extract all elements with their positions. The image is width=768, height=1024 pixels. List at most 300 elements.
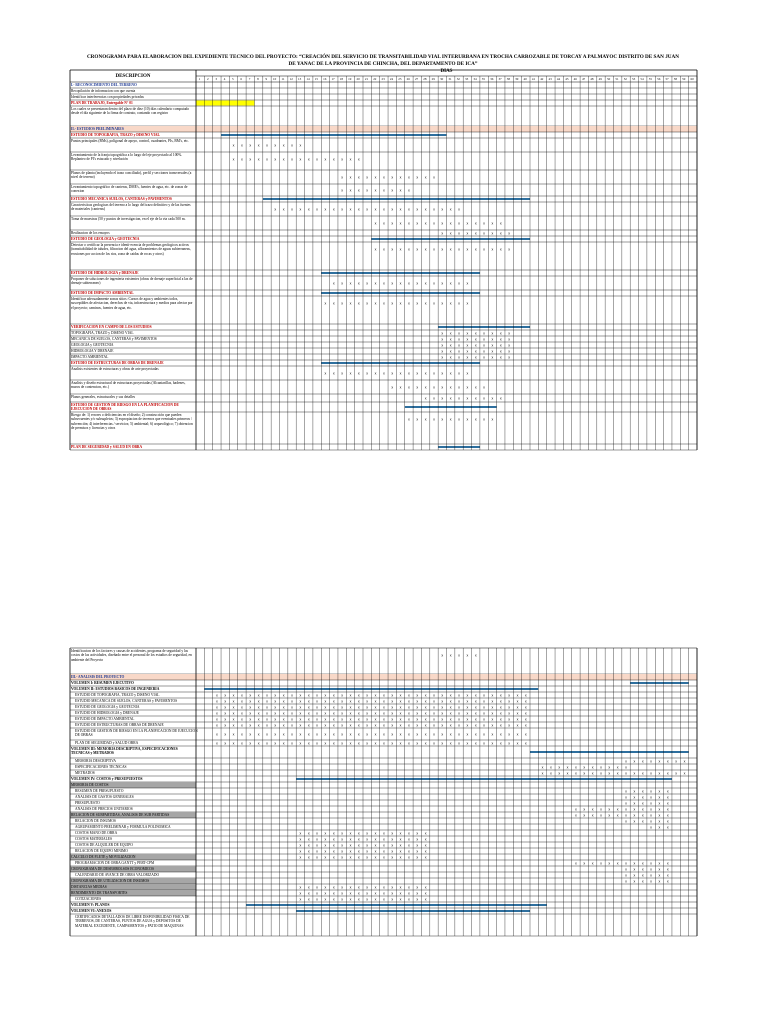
day-x-mark: x <box>449 355 452 360</box>
day-number: 60 <box>690 76 694 81</box>
day-x-mark: x <box>600 771 602 776</box>
day-x-mark: x <box>408 831 410 836</box>
block1_rows-row-description: Identificar adecuadamente zonas sitios: Cursos de agua y ambientes todos, susceptibles de afectacion, derechos de via, infraestructura y medios para afectar por el proyecto; caminos, fuentes de agua, etc. <box>71 296 193 310</box>
day-x-mark: x <box>466 693 469 698</box>
day-x-mark: x <box>391 855 394 860</box>
gantt-bar <box>321 272 480 274</box>
day-x-mark: x <box>424 281 427 286</box>
day-number: 32 <box>456 76 460 81</box>
day-x-mark: x <box>591 771 594 776</box>
day-x-mark: x <box>249 693 252 698</box>
day-x-mark: x <box>299 157 302 162</box>
day-x-mark: x <box>266 741 268 746</box>
day-number: 28 <box>423 76 427 81</box>
day-x-mark: x <box>458 355 460 360</box>
day-x-mark: x <box>349 711 352 716</box>
description-header: DESCRIPCION <box>115 74 151 79</box>
plan-highlight <box>196 101 254 106</box>
day-x-mark: x <box>224 705 227 710</box>
block2_rows-row-description: VOLUMEN II: ESTUDIOS BASICOS DE INGENIERIA <box>71 686 160 691</box>
day-x-mark: x <box>416 207 419 212</box>
day-x-mark: x <box>416 885 419 890</box>
day-x-mark: x <box>349 897 352 902</box>
day-x-mark: x <box>215 693 218 698</box>
day-x-mark: x <box>357 301 360 306</box>
day-x-mark: x <box>316 717 318 722</box>
day-x-mark: x <box>324 843 327 848</box>
day-x-mark: x <box>458 693 460 698</box>
day-x-mark: x <box>249 699 252 704</box>
day-number: 35 <box>481 76 485 81</box>
day-x-mark: x <box>575 807 577 812</box>
day-x-mark: x <box>408 693 410 698</box>
day-x-mark: x <box>241 711 243 716</box>
day-x-mark: x <box>316 897 318 902</box>
day-x-mark: x <box>433 699 435 704</box>
day-x-mark: x <box>307 831 310 836</box>
block1_rows-row-description: ESTUDIO DE ESTRUCTURAS DE OBRAS DE DRENAJE <box>71 360 164 365</box>
day-x-mark: x <box>650 789 652 794</box>
day-x-mark: x <box>391 385 394 390</box>
day-x-mark: x <box>433 247 435 252</box>
day-x-mark: x <box>441 741 444 746</box>
day-x-mark: x <box>641 795 644 800</box>
day-x-mark: x <box>391 732 394 737</box>
day-x-mark: x <box>458 221 460 226</box>
day-x-mark: x <box>374 717 377 722</box>
title-line-2: DE YANAC DE LA PROVINCIA DE CHINCHA, DEL DEPARTAMENTO DE ICA” <box>288 61 478 68</box>
day-x-mark: x <box>433 371 435 376</box>
day-x-mark: x <box>408 247 410 252</box>
day-x-mark: x <box>374 843 377 848</box>
day-x-mark: x <box>374 693 377 698</box>
day-x-mark: x <box>491 221 494 226</box>
day-number: 2 <box>206 76 209 81</box>
day-x-mark: x <box>341 741 344 746</box>
day-x-mark: x <box>441 221 444 226</box>
day-x-mark: x <box>324 157 327 162</box>
day-x-mark: x <box>458 371 460 376</box>
day-x-mark: x <box>666 861 669 866</box>
day-x-mark: x <box>549 771 552 776</box>
block2_rows-row-description: CALCULO DE FLETE y MOVILIZACION <box>71 854 136 859</box>
day-x-mark: x <box>382 732 385 737</box>
block2_rows-row-description: PROGRAMACION DE OBRA GANTT y PERT-CPM <box>75 860 155 865</box>
block2_rows-row-description: ESTUDIO DE HIDROLOGIA y DRENAJE <box>75 710 139 715</box>
day-x-mark: x <box>466 699 469 704</box>
day-x-mark: x <box>625 771 627 776</box>
day-x-mark: x <box>650 807 652 812</box>
day-x-mark: x <box>441 207 444 212</box>
day-x-mark: x <box>249 705 252 710</box>
day-x-mark: x <box>391 843 394 848</box>
day-x-mark: x <box>307 732 310 737</box>
day-x-mark: x <box>257 157 260 162</box>
day-x-mark: x <box>399 301 402 306</box>
day-x-mark: x <box>316 831 318 836</box>
day-x-mark: x <box>458 717 460 722</box>
day-x-mark: x <box>399 849 402 854</box>
day-number: 56 <box>657 76 661 81</box>
day-number: 58 <box>673 76 677 81</box>
day-x-mark: x <box>282 717 285 722</box>
block2_rows-row-description: VOLUMEN IV: COSTOS y PRESUPUESTOS <box>71 776 143 781</box>
day-x-mark: x <box>633 879 636 884</box>
day-x-mark: x <box>474 247 477 252</box>
day-x-mark: x <box>633 759 636 764</box>
day-x-mark: x <box>357 188 360 193</box>
day-x-mark: x <box>633 771 636 776</box>
day-number: 4 <box>223 76 226 81</box>
day-x-mark: x <box>408 221 410 226</box>
day-x-mark: x <box>424 885 427 890</box>
gantt-bar <box>405 406 497 408</box>
day-x-mark: x <box>291 717 293 722</box>
day-x-mark: x <box>366 831 369 836</box>
day-x-mark: x <box>366 885 369 890</box>
day-x-mark: x <box>274 157 277 162</box>
day-x-mark: x <box>332 711 335 716</box>
day-x-mark: x <box>324 723 327 728</box>
day-x-mark: x <box>483 343 485 348</box>
day-x-mark: x <box>474 699 477 704</box>
day-x-mark: x <box>491 396 494 401</box>
day-x-mark: x <box>458 331 460 336</box>
block1_rows-row-description: Toma de muestras (50 y puntos de investigacion, en el eje de la via cada 500 m. <box>71 216 186 221</box>
day-number: 7 <box>248 76 251 81</box>
day-x-mark: x <box>349 741 352 746</box>
day-x-mark: x <box>466 343 469 348</box>
day-x-mark: x <box>441 301 444 306</box>
day-x-mark: x <box>349 732 352 737</box>
day-x-mark: x <box>508 331 511 336</box>
day-number: 48 <box>590 76 594 81</box>
day-x-mark: x <box>291 723 293 728</box>
day-x-mark: x <box>307 711 310 716</box>
day-x-mark: x <box>307 717 310 722</box>
day-x-mark: x <box>232 699 235 704</box>
day-x-mark: x <box>666 771 669 776</box>
day-x-mark: x <box>366 371 369 376</box>
day-x-mark: x <box>658 801 661 806</box>
day-x-mark: x <box>324 849 327 854</box>
day-x-mark: x <box>474 693 477 698</box>
day-x-mark: x <box>366 188 369 193</box>
day-x-mark: x <box>274 693 277 698</box>
day-x-mark: x <box>357 693 360 698</box>
day-x-mark: x <box>357 371 360 376</box>
day-x-mark: x <box>349 175 352 180</box>
day-x-mark: x <box>433 732 435 737</box>
day-x-mark: x <box>316 723 318 728</box>
day-x-mark: x <box>499 331 502 336</box>
day-x-mark: x <box>357 723 360 728</box>
day-x-mark: x <box>374 741 377 746</box>
day-x-mark: x <box>608 813 611 818</box>
day-x-mark: x <box>324 705 327 710</box>
day-x-mark: x <box>416 417 419 422</box>
day-x-mark: x <box>291 143 293 148</box>
day-x-mark: x <box>382 897 385 902</box>
day-x-mark: x <box>257 143 260 148</box>
day-x-mark: x <box>491 247 494 252</box>
day-x-mark: x <box>399 885 402 890</box>
day-x-mark: x <box>215 705 218 710</box>
day-x-mark: x <box>408 891 410 896</box>
day-x-mark: x <box>382 891 385 896</box>
day-x-mark: x <box>491 732 494 737</box>
day-x-mark: x <box>374 699 377 704</box>
day-number: 55 <box>648 76 652 81</box>
day-x-mark: x <box>332 705 335 710</box>
day-x-mark: x <box>474 385 477 390</box>
day-x-mark: x <box>483 723 485 728</box>
day-x-mark: x <box>433 741 435 746</box>
day-x-mark: x <box>316 699 318 704</box>
day-x-mark: x <box>357 837 360 842</box>
day-x-mark: x <box>666 789 669 794</box>
day-x-mark: x <box>491 231 494 236</box>
day-x-mark: x <box>341 891 344 896</box>
day-x-mark: x <box>357 705 360 710</box>
day-x-mark: x <box>491 711 494 716</box>
day-x-mark: x <box>474 396 477 401</box>
day-number: 53 <box>632 76 636 81</box>
day-x-mark: x <box>658 759 661 764</box>
day-x-mark: x <box>499 693 502 698</box>
day-number: 30 <box>439 76 444 81</box>
day-x-mark: x <box>399 855 402 860</box>
day-x-mark: x <box>424 732 427 737</box>
day-x-mark: x <box>408 385 410 390</box>
day-x-mark: x <box>408 371 410 376</box>
day-x-mark: x <box>215 711 218 716</box>
day-x-mark: x <box>391 885 394 890</box>
day-x-mark: x <box>491 355 494 360</box>
day-x-mark: x <box>591 807 594 812</box>
day-x-mark: x <box>291 711 293 716</box>
day-x-mark: x <box>316 891 318 896</box>
block1_rows-row-description: TOPOGRAFIA, TRAZO y DISEÑO VIAL <box>71 330 134 335</box>
day-x-mark: x <box>516 705 519 710</box>
day-x-mark: x <box>332 693 335 698</box>
day-x-mark: x <box>341 831 344 836</box>
day-x-mark: x <box>374 247 377 252</box>
day-x-mark: x <box>441 711 444 716</box>
day-number: 22 <box>373 76 377 81</box>
day-x-mark: x <box>449 331 452 336</box>
day-x-mark: x <box>391 281 394 286</box>
day-x-mark: x <box>266 693 268 698</box>
day-x-mark: x <box>382 188 385 193</box>
gantt-bar <box>321 292 480 294</box>
block2_rows-row-description: ESTUDIO DE ESTRUCTURAS DE OBRAS DE DRENAJE <box>75 722 164 727</box>
day-number: 3 <box>215 76 217 81</box>
day-number: 47 <box>581 76 586 81</box>
day-x-mark: x <box>416 717 419 722</box>
day-x-mark: x <box>349 705 352 710</box>
day-x-mark: x <box>491 343 494 348</box>
day-x-mark: x <box>433 717 435 722</box>
day-x-mark: x <box>675 771 678 776</box>
day-x-mark: x <box>449 281 452 286</box>
day-x-mark: x <box>282 143 285 148</box>
day-x-mark: x <box>441 247 444 252</box>
day-x-mark: x <box>382 221 385 226</box>
day-x-mark: x <box>508 699 511 704</box>
day-x-mark: x <box>666 795 669 800</box>
day-x-mark: x <box>257 711 260 716</box>
day-x-mark: x <box>466 231 469 236</box>
day-x-mark: x <box>658 771 661 776</box>
day-x-mark: x <box>399 732 402 737</box>
day-x-mark: x <box>474 331 477 336</box>
day-x-mark: x <box>625 867 627 872</box>
day-x-mark: x <box>474 723 477 728</box>
block2_rows-row-description: CRONOGRAMA DE UTILIZACION DE INSUMOS <box>71 878 150 883</box>
day-number: 51 <box>615 76 619 81</box>
day-x-mark: x <box>316 207 318 212</box>
day-x-mark: x <box>683 759 686 764</box>
day-x-mark: x <box>508 717 511 722</box>
day-x-mark: x <box>424 371 427 376</box>
day-x-mark: x <box>625 759 627 764</box>
day-x-mark: x <box>224 723 227 728</box>
day-x-mark: x <box>374 371 377 376</box>
day-number: 9 <box>265 76 268 81</box>
day-x-mark: x <box>366 705 369 710</box>
day-x-mark: x <box>299 831 302 836</box>
day-x-mark: x <box>416 741 419 746</box>
day-x-mark: x <box>416 281 419 286</box>
day-x-mark: x <box>650 873 652 878</box>
day-x-mark: x <box>499 396 502 401</box>
day-x-mark: x <box>307 885 310 890</box>
day-x-mark: x <box>299 843 302 848</box>
day-x-mark: x <box>499 717 502 722</box>
day-x-mark: x <box>382 849 385 854</box>
day-number: 42 <box>540 76 544 81</box>
day-x-mark: x <box>441 717 444 722</box>
day-x-mark: x <box>366 891 369 896</box>
day-x-mark: x <box>374 301 377 306</box>
day-number: 46 <box>573 76 577 81</box>
gantt-bar <box>438 326 530 328</box>
day-x-mark: x <box>541 765 544 770</box>
day-x-mark: x <box>416 855 419 860</box>
day-x-mark: x <box>433 723 435 728</box>
day-x-mark: x <box>491 717 494 722</box>
day-x-mark: x <box>499 221 502 226</box>
day-x-mark: x <box>316 711 318 716</box>
day-x-mark: x <box>324 837 327 842</box>
day-x-mark: x <box>399 897 402 902</box>
day-x-mark: x <box>650 759 652 764</box>
day-x-mark: x <box>307 837 310 842</box>
day-x-mark: x <box>416 837 419 842</box>
day-x-mark: x <box>391 831 394 836</box>
day-x-mark: x <box>382 885 385 890</box>
day-x-mark: x <box>466 385 469 390</box>
day-x-mark: x <box>474 337 477 342</box>
day-x-mark: x <box>466 281 469 286</box>
day-x-mark: x <box>458 337 460 342</box>
day-x-mark: x <box>332 207 335 212</box>
block2_rows-row-description: AGRUPAMIENTO PRELIMINAR y FORMULA POLINOMICA <box>75 824 171 829</box>
day-x-mark: x <box>474 741 477 746</box>
day-x-mark: x <box>524 711 527 716</box>
day-x-mark: x <box>332 157 335 162</box>
day-x-mark: x <box>633 801 636 806</box>
day-x-mark: x <box>433 281 435 286</box>
day-x-mark: x <box>458 349 460 354</box>
day-x-mark: x <box>382 723 385 728</box>
day-x-mark: x <box>458 207 460 212</box>
day-x-mark: x <box>625 861 627 866</box>
day-x-mark: x <box>666 807 669 812</box>
block2_rows-row-description: COSTOS MANO DE OBRA <box>75 830 118 835</box>
day-number: 14 <box>306 76 310 81</box>
day-x-mark: x <box>516 711 519 716</box>
day-x-mark: x <box>408 301 410 306</box>
day-x-mark: x <box>424 891 427 896</box>
block1_rows-row-description: Los cuales se presentaran dentro del plazo de diez (10) días calendario computado desde el día siguiente de la firma de contrato, contando con registro <box>71 106 190 116</box>
day-x-mark: x <box>491 723 494 728</box>
day-x-mark: x <box>366 837 369 842</box>
day-x-mark: x <box>241 717 243 722</box>
day-x-mark: x <box>424 693 427 698</box>
day-number: 25 <box>398 76 402 81</box>
day-x-mark: x <box>249 741 252 746</box>
day-x-mark: x <box>307 741 310 746</box>
day-x-mark: x <box>249 711 252 716</box>
block1_rows-row-description: Realizacion de los ensayos <box>71 230 110 235</box>
day-number: 37 <box>498 76 502 81</box>
gantt-bar <box>630 682 688 684</box>
day-x-mark: x <box>332 885 335 890</box>
block1_rows-row-description: Levantamiento topográfico de canteras, DME's, fuentes de agua, etc. de zonas de conexion <box>71 184 188 194</box>
day-x-mark: x <box>232 741 235 746</box>
day-x-mark: x <box>633 813 636 818</box>
day-x-mark: x <box>357 711 360 716</box>
day-x-mark: x <box>332 371 335 376</box>
day-number: 44 <box>556 76 561 81</box>
day-x-mark: x <box>416 301 419 306</box>
day-x-mark: x <box>600 813 602 818</box>
day-x-mark: x <box>349 188 352 193</box>
day-x-mark: x <box>466 371 469 376</box>
day-x-mark: x <box>466 337 469 342</box>
day-x-mark: x <box>366 281 369 286</box>
day-x-mark: x <box>349 831 352 836</box>
day-x-mark: x <box>483 385 485 390</box>
day-x-mark: x <box>483 331 485 336</box>
day-number: 43 <box>548 76 552 81</box>
day-x-mark: x <box>499 732 502 737</box>
day-x-mark: x <box>524 723 527 728</box>
day-number: 39 <box>515 76 519 81</box>
day-x-mark: x <box>249 732 252 737</box>
day-x-mark: x <box>424 855 427 860</box>
day-x-mark: x <box>466 417 469 422</box>
day-x-mark: x <box>466 705 469 710</box>
day-x-mark: x <box>299 741 302 746</box>
day-x-mark: x <box>441 396 444 401</box>
block2_rows-row-description: PLAN DE SEGURIDAD y SALUD OBRA <box>75 740 139 745</box>
day-x-mark: x <box>332 897 335 902</box>
block1_rows-row-description: ESTUDIO DE HIDROLOGIA y DRENAJE <box>71 270 139 275</box>
day-x-mark: x <box>499 741 502 746</box>
